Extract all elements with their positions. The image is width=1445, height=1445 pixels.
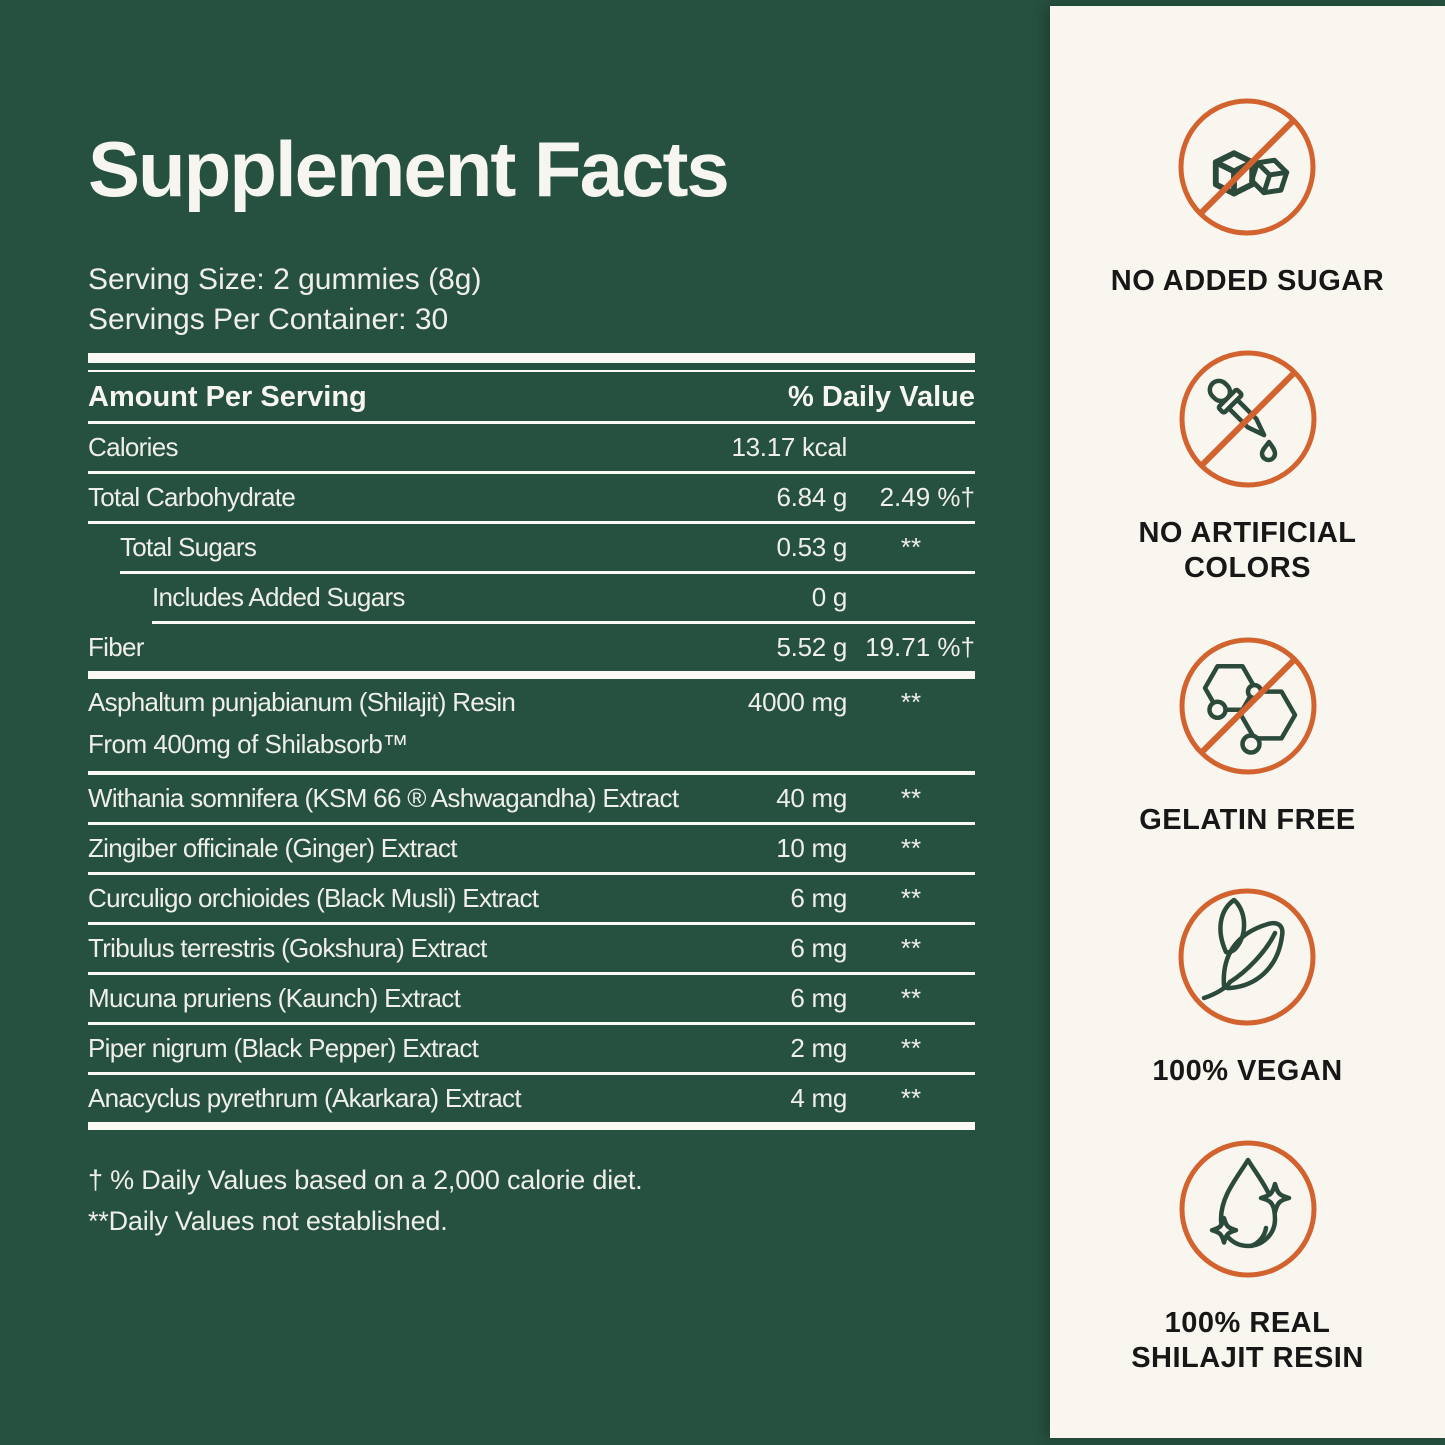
row-name: Curculigo orchioides (Black Musli) Extract — [88, 883, 539, 914]
table-row — [88, 875, 975, 925]
row-name: Tribulus terrestris (Gokshura) Extract — [88, 933, 487, 964]
table-row — [88, 1025, 975, 1075]
row-name: Total Carbohydrate — [88, 482, 296, 513]
row-amount: 13.17 kcal — [731, 432, 847, 463]
no-artificial-colors-icon — [1173, 344, 1323, 494]
table-header-row — [88, 372, 975, 424]
claim-badge — [1098, 1134, 1398, 1376]
footnotes — [88, 1160, 975, 1241]
footnote: † % Daily Values based on a 2,000 calorie diet. — [88, 1165, 643, 1196]
table-body — [88, 424, 975, 1130]
row-amount: 6 mg — [790, 933, 847, 964]
row-amount: 6 mg — [790, 983, 847, 1014]
row-name: Anacyclus pyrethrum (Akarkara) Extract — [88, 1083, 521, 1114]
row-name: Zingiber officinale (Ginger) Extract — [88, 833, 457, 864]
header-amount-per-serving: Amount Per Serving — [88, 381, 367, 414]
row-amount: 0.53 g — [776, 532, 847, 563]
page-title: Supplement Facts — [88, 125, 728, 213]
row-name: Fiber — [88, 632, 144, 663]
table-row — [88, 474, 975, 524]
footnote: **Daily Values not established. — [88, 1205, 448, 1236]
table-row — [88, 624, 975, 679]
row-amount: 4000 mg — [747, 687, 847, 718]
row-amount: 40 mg — [776, 783, 847, 814]
claim-badge — [1139, 631, 1356, 838]
row-name: Mucuna pruriens (Kaunch) Extract — [88, 983, 461, 1014]
badge-icon-slot — [1173, 1134, 1323, 1284]
row-name: Asphaltum punjabianum (Shilajit) Resin — [88, 687, 516, 718]
serving-info — [88, 260, 975, 339]
shilajit-resin-drop-icon — [1173, 1134, 1323, 1284]
badge-icon-slot — [1173, 631, 1323, 781]
claims-sidebar — [1050, 6, 1445, 1438]
table-row — [88, 424, 975, 474]
table-row — [88, 925, 975, 975]
row-amount: 5.52 g — [776, 632, 847, 663]
row-daily-value: ** — [900, 687, 922, 718]
claim-badge — [1152, 882, 1342, 1089]
row-name: Withania somnifera (KSM 66 ® Ashwagandha) Extract — [88, 783, 679, 814]
table-row — [88, 825, 975, 875]
row-daily-value: ** — [900, 983, 922, 1014]
badge-icon-slot — [1172, 882, 1322, 1032]
table-row — [88, 775, 975, 825]
table-row — [152, 574, 975, 624]
row-daily-value: ** — [900, 933, 922, 964]
claim-badge — [1098, 344, 1398, 586]
table-row — [88, 679, 975, 775]
badge-label: NO ARTIFICIAL COLORS — [1138, 516, 1357, 584]
row-name: Piper nigrum (Black Pepper) Extract — [88, 1033, 479, 1064]
badge-label: NO ADDED SUGAR — [1110, 265, 1385, 297]
row-daily-value: ** — [900, 1083, 922, 1114]
table-row — [88, 975, 975, 1025]
table-row — [120, 524, 975, 574]
table-top-rule — [88, 353, 975, 363]
row-daily-value: 2.49 %† — [879, 482, 975, 513]
header-daily-value: % Daily Value — [788, 381, 975, 414]
row-daily-value: ** — [900, 883, 922, 914]
row-daily-value: ** — [900, 1033, 922, 1064]
row-name: Calories — [88, 432, 178, 463]
row-amount: 0 g — [811, 582, 847, 613]
row-daily-value: ** — [900, 532, 922, 563]
gelatin-free-icon — [1173, 631, 1323, 781]
badge-label: 100% VEGAN — [1152, 1055, 1343, 1088]
badge-icon-slot — [1172, 92, 1322, 242]
row-daily-value: 19.71 %† — [865, 632, 975, 663]
facts-table — [88, 353, 975, 1130]
row-amount: 2 mg — [790, 1033, 847, 1064]
serving-size-text: Serving Size: 2 gummies (8g) — [88, 263, 482, 296]
row-amount: 4 mg — [790, 1083, 847, 1114]
row-subtext: From 400mg of Shilabsorb™ — [88, 729, 408, 760]
row-amount: 6 mg — [790, 883, 847, 914]
vegan-leaf-icon — [1172, 882, 1322, 1032]
row-name: Includes Added Sugars — [152, 582, 405, 613]
row-amount: 6.84 g — [776, 482, 847, 513]
row-name: Total Sugars — [120, 532, 257, 563]
claim-badge — [1111, 92, 1384, 299]
table-row — [88, 1075, 975, 1130]
badge-label: GELATIN FREE — [1139, 803, 1356, 836]
no-added-sugar-icon — [1172, 92, 1322, 242]
badge-icon-slot — [1173, 344, 1323, 494]
servings-per-container-text: Servings Per Container: 30 — [88, 302, 449, 336]
row-amount: 10 mg — [776, 833, 847, 864]
row-daily-value: ** — [900, 783, 922, 814]
badge-label: 100% REAL SHILAJIT RESIN — [1131, 1307, 1364, 1375]
row-daily-value: ** — [900, 833, 922, 864]
